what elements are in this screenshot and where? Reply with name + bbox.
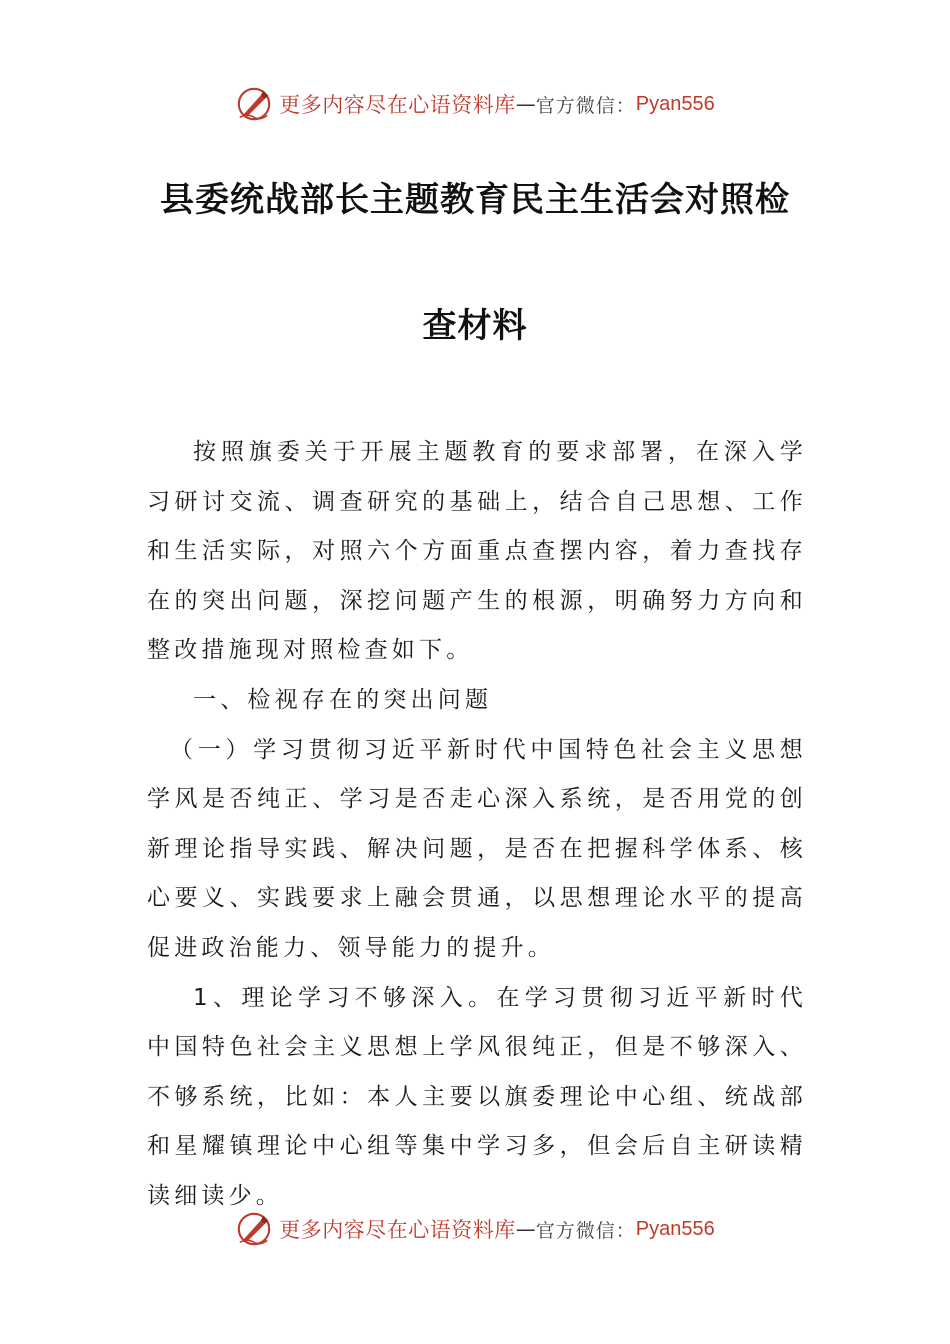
watermark-wechat-id: Pyan556 [635, 1217, 715, 1240]
watermark-dash: — [515, 1217, 536, 1241]
watermark-contact-label: 官方微信： [535, 1219, 636, 1242]
watermark-banner-bottom [0, 1207, 950, 1251]
watermark-wechat-id: Pyan556 [635, 92, 715, 115]
pen-logo-icon [235, 1210, 273, 1248]
paragraph-item-1: 1、理论学习不够深入。在学习贯彻习近平新时代中国特色社会主义思想上学风很纯正，但是不够深入、不够系统，比如：本人主要以旗委理论中心组、统战部和星耀镇理论中心组等集中学习多，但会后自主研读精读细读少。 [147, 984, 807, 1209]
subsection-heading: （一）学习贯彻习近平新时代中国特色社会主义思想学风是否纯正、学习是否走心深入系统，是否用党的创新理论指导实践、解决问题，是否在把握科学体系、核心要义、实践要求上融会贯通，以思想理论水平的提高促进政治能力、领导能力的提升。 [147, 736, 807, 961]
document-title-line1: 县委统战部长主题教育民主生活会对照检 [160, 180, 790, 220]
watermark-main-text: 更多内容尽在心语资料库 [279, 1218, 516, 1242]
pen-logo-icon [235, 85, 273, 123]
paragraph-intro: 按照旗委关于开展主题教育的要求部署，在深入学习研讨交流、调查研究的基础上，结合自己思想、工作和生活实际，对照六个方面重点查摆内容，着力查找存在的突出问题，深挖问题产生的根源，明确努力方向和整改措施现对照检查如下。 [147, 439, 807, 664]
document-title-line2: 查材料 [422, 306, 528, 346]
watermark-contact-label: 官方微信： [535, 94, 636, 117]
section-heading: 一、检视存在的突出问题 [193, 686, 493, 713]
watermark-main-text: 更多内容尽在心语资料库 [279, 93, 516, 117]
document-body [147, 428, 807, 1222]
watermark-banner-top [0, 82, 950, 126]
watermark-dash: — [515, 92, 536, 116]
